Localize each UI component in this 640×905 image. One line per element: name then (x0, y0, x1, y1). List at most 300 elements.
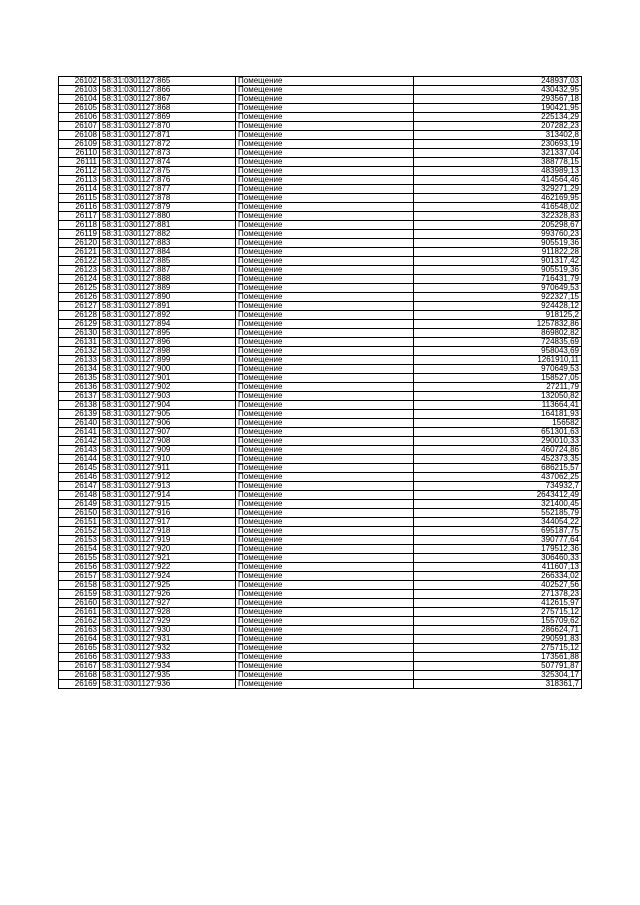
cadastral-value-cell: 190421,95 (414, 104, 582, 113)
row-number-cell: 26152 (59, 527, 100, 536)
table-row (59, 491, 582, 500)
table-row (59, 329, 582, 338)
cadastral-value-cell: 156582 (414, 419, 582, 428)
table-row (59, 599, 582, 608)
cadastral-value-cell: 651301,63 (414, 428, 582, 437)
cadastral-value-cell: 724835,69 (414, 338, 582, 347)
table-row (59, 275, 582, 284)
object-type-cell: Помещение (236, 149, 414, 158)
table-body (59, 77, 582, 689)
object-type-cell: Помещение (236, 464, 414, 473)
cadastral-value-cell: 1257832,86 (414, 320, 582, 329)
table-row (59, 185, 582, 194)
cadastral-value-cell: 290591,83 (414, 635, 582, 644)
cadastral-value-cell: 344054,22 (414, 518, 582, 527)
table-row (59, 554, 582, 563)
row-number-cell: 26154 (59, 545, 100, 554)
object-type-cell: Помещение (236, 626, 414, 635)
row-number-cell: 26122 (59, 257, 100, 266)
cadastral-number-cell: 58:31:0301127:914 (100, 491, 236, 500)
table-row (59, 176, 582, 185)
cadastral-number-cell: 58:31:0301127:906 (100, 419, 236, 428)
object-type-cell: Помещение (236, 257, 414, 266)
object-type-cell: Помещение (236, 572, 414, 581)
table-row (59, 347, 582, 356)
object-type-cell: Помещение (236, 212, 414, 221)
row-number-cell: 26116 (59, 203, 100, 212)
table-row (59, 572, 582, 581)
table-row (59, 104, 582, 113)
cadastral-number-cell: 58:31:0301127:909 (100, 446, 236, 455)
object-type-cell: Помещение (236, 122, 414, 131)
table-row (59, 680, 582, 689)
object-type-cell: Помещение (236, 302, 414, 311)
table-row (59, 455, 582, 464)
cadastral-number-cell: 58:31:0301127:884 (100, 248, 236, 257)
cadastral-number-cell: 58:31:0301127:880 (100, 212, 236, 221)
row-number-cell: 26157 (59, 572, 100, 581)
object-type-cell: Помещение (236, 482, 414, 491)
object-type-cell: Помещение (236, 104, 414, 113)
object-type-cell: Помещение (236, 473, 414, 482)
object-type-cell: Помещение (236, 554, 414, 563)
cadastral-value-cell: 460724,86 (414, 446, 582, 455)
row-number-cell: 26132 (59, 347, 100, 356)
cadastral-value-cell: 416548,02 (414, 203, 582, 212)
object-type-cell: Помещение (236, 491, 414, 500)
table-row (59, 635, 582, 644)
cadastral-number-cell: 58:31:0301127:929 (100, 617, 236, 626)
cadastral-value-cell: 970649,53 (414, 365, 582, 374)
table-row (59, 509, 582, 518)
cadastral-value-cell: 552185,79 (414, 509, 582, 518)
table-row (59, 545, 582, 554)
cadastral-number-cell: 58:31:0301127:869 (100, 113, 236, 122)
row-number-cell: 26121 (59, 248, 100, 257)
cadastral-value-cell: 901317,42 (414, 257, 582, 266)
cadastral-value-cell: 695187,75 (414, 527, 582, 536)
object-type-cell: Помещение (236, 275, 414, 284)
object-type-cell: Помещение (236, 113, 414, 122)
object-type-cell: Помещение (236, 662, 414, 671)
table-row (59, 167, 582, 176)
table-row (59, 419, 582, 428)
row-number-cell: 26140 (59, 419, 100, 428)
object-type-cell: Помещение (236, 95, 414, 104)
table-row (59, 671, 582, 680)
cadastral-value-cell: 113664,41 (414, 401, 582, 410)
cadastral-number-cell: 58:31:0301127:911 (100, 464, 236, 473)
table-row (59, 446, 582, 455)
row-number-cell: 26135 (59, 374, 100, 383)
object-type-cell: Помещение (236, 581, 414, 590)
table-row (59, 158, 582, 167)
cadastral-number-cell: 58:31:0301127:915 (100, 500, 236, 509)
cadastral-number-cell: 58:31:0301127:873 (100, 149, 236, 158)
row-number-cell: 26106 (59, 113, 100, 122)
row-number-cell: 26115 (59, 194, 100, 203)
cadastral-number-cell: 58:31:0301127:928 (100, 608, 236, 617)
cadastral-number-cell: 58:31:0301127:907 (100, 428, 236, 437)
cadastral-value-cell: 869802,82 (414, 329, 582, 338)
cadastral-value-cell: 686215,57 (414, 464, 582, 473)
cadastral-value-cell: 958043,69 (414, 347, 582, 356)
cadastral-value-cell: 970649,53 (414, 284, 582, 293)
cadastral-value-cell: 266334,02 (414, 572, 582, 581)
table-row (59, 194, 582, 203)
table-row (59, 365, 582, 374)
cadastral-number-cell: 58:31:0301127:920 (100, 545, 236, 554)
cadastral-value-cell: 462169,95 (414, 194, 582, 203)
table-row (59, 500, 582, 509)
cadastral-value-cell: 321400,45 (414, 500, 582, 509)
cadastral-value-cell: 286624,71 (414, 626, 582, 635)
row-number-cell: 26131 (59, 338, 100, 347)
cadastral-number-cell: 58:31:0301127:870 (100, 122, 236, 131)
cadastral-number-cell: 58:31:0301127:921 (100, 554, 236, 563)
table-row (59, 77, 582, 86)
row-number-cell: 26141 (59, 428, 100, 437)
cadastral-value-cell: 306460,33 (414, 554, 582, 563)
cadastral-number-cell: 58:31:0301127:889 (100, 284, 236, 293)
row-number-cell: 26113 (59, 176, 100, 185)
cadastral-value-cell: 271378,23 (414, 590, 582, 599)
object-type-cell: Помещение (236, 599, 414, 608)
object-type-cell: Помещение (236, 221, 414, 230)
object-type-cell: Помещение (236, 671, 414, 680)
cadastral-number-cell: 58:31:0301127:887 (100, 266, 236, 275)
row-number-cell: 26128 (59, 311, 100, 320)
cadastral-value-cell: 329271,29 (414, 185, 582, 194)
table-row (59, 212, 582, 221)
object-type-cell: Помещение (236, 446, 414, 455)
object-type-cell: Помещение (236, 680, 414, 689)
table-row (59, 437, 582, 446)
object-type-cell: Помещение (236, 176, 414, 185)
cadastral-value-cell: 179512,36 (414, 545, 582, 554)
row-number-cell: 26145 (59, 464, 100, 473)
cadastral-value-cell: 205298,67 (414, 221, 582, 230)
table-row (59, 518, 582, 527)
cadastral-value-cell: 922327,15 (414, 293, 582, 302)
cadastral-number-cell: 58:31:0301127:922 (100, 563, 236, 572)
row-number-cell: 26150 (59, 509, 100, 518)
table-row (59, 284, 582, 293)
row-number-cell: 26109 (59, 140, 100, 149)
table-row (59, 338, 582, 347)
cadastral-number-cell: 58:31:0301127:892 (100, 311, 236, 320)
table-row (59, 248, 582, 257)
cadastral-value-cell: 132050,82 (414, 392, 582, 401)
table-row (59, 608, 582, 617)
row-number-cell: 26153 (59, 536, 100, 545)
cadastral-value-cell: 321337,04 (414, 149, 582, 158)
object-type-cell: Помещение (236, 545, 414, 554)
row-number-cell: 26130 (59, 329, 100, 338)
cadastral-value-cell: 911822,28 (414, 248, 582, 257)
cadastral-number-cell: 58:31:0301127:934 (100, 662, 236, 671)
object-type-cell: Помещение (236, 338, 414, 347)
row-number-cell: 26119 (59, 230, 100, 239)
table-row (59, 644, 582, 653)
cadastral-number-cell: 58:31:0301127:891 (100, 302, 236, 311)
cadastral-value-cell: 993760,23 (414, 230, 582, 239)
cadastral-value-cell: 322328,83 (414, 212, 582, 221)
row-number-cell: 26144 (59, 455, 100, 464)
row-number-cell: 26161 (59, 608, 100, 617)
row-number-cell: 26168 (59, 671, 100, 680)
object-type-cell: Помещение (236, 617, 414, 626)
table-row (59, 482, 582, 491)
object-type-cell: Помещение (236, 239, 414, 248)
object-type-cell: Помещение (236, 437, 414, 446)
cadastral-number-cell: 58:31:0301127:919 (100, 536, 236, 545)
object-type-cell: Помещение (236, 374, 414, 383)
cadastral-number-cell: 58:31:0301127:898 (100, 347, 236, 356)
table-row (59, 527, 582, 536)
cadastral-value-cell: 483989,13 (414, 167, 582, 176)
object-type-cell: Помещение (236, 230, 414, 239)
row-number-cell: 26117 (59, 212, 100, 221)
cadastral-value-cell: 452373,35 (414, 455, 582, 464)
cadastral-number-cell: 58:31:0301127:900 (100, 365, 236, 374)
object-type-cell: Помещение (236, 635, 414, 644)
cadastral-number-cell: 58:31:0301127:867 (100, 95, 236, 104)
row-number-cell: 26158 (59, 581, 100, 590)
cadastral-number-cell: 58:31:0301127:878 (100, 194, 236, 203)
object-type-cell: Помещение (236, 77, 414, 86)
row-number-cell: 26134 (59, 365, 100, 374)
cadastral-number-cell: 58:31:0301127:866 (100, 86, 236, 95)
row-number-cell: 26163 (59, 626, 100, 635)
cadastral-number-cell: 58:31:0301127:927 (100, 599, 236, 608)
object-type-cell: Помещение (236, 329, 414, 338)
object-type-cell: Помещение (236, 653, 414, 662)
cadastral-value-cell: 2643412,49 (414, 491, 582, 500)
cadastral-number-cell: 58:31:0301127:871 (100, 131, 236, 140)
cadastral-number-cell: 58:31:0301127:910 (100, 455, 236, 464)
cadastral-number-cell: 58:31:0301127:917 (100, 518, 236, 527)
cadastral-value-cell: 388778,15 (414, 158, 582, 167)
cadastral-value-cell: 905519,36 (414, 239, 582, 248)
cadastral-value-cell: 164181,93 (414, 410, 582, 419)
object-type-cell: Помещение (236, 365, 414, 374)
row-number-cell: 26126 (59, 293, 100, 302)
table-row (59, 266, 582, 275)
cadastral-number-cell: 58:31:0301127:899 (100, 356, 236, 365)
cadastral-number-cell: 58:31:0301127:883 (100, 239, 236, 248)
table-row (59, 149, 582, 158)
object-type-cell: Помещение (236, 536, 414, 545)
object-type-cell: Помещение (236, 383, 414, 392)
object-type-cell: Помещение (236, 140, 414, 149)
cadastral-number-cell: 58:31:0301127:930 (100, 626, 236, 635)
cadastral-number-cell: 58:31:0301127:885 (100, 257, 236, 266)
object-type-cell: Помещение (236, 86, 414, 95)
object-type-cell: Помещение (236, 266, 414, 275)
object-type-cell: Помещение (236, 401, 414, 410)
table-row (59, 86, 582, 95)
row-number-cell: 26164 (59, 635, 100, 644)
cadastral-value-cell: 275715,12 (414, 644, 582, 653)
cadastral-number-cell: 58:31:0301127:913 (100, 482, 236, 491)
cadastral-value-cell: 412615,97 (414, 599, 582, 608)
cadastral-number-cell: 58:31:0301127:890 (100, 293, 236, 302)
table-row (59, 95, 582, 104)
row-number-cell: 26107 (59, 122, 100, 131)
cadastral-number-cell: 58:31:0301127:908 (100, 437, 236, 446)
table-row (59, 428, 582, 437)
cadastral-value-cell: 225134,29 (414, 113, 582, 122)
cadastral-value-cell: 437062,25 (414, 473, 582, 482)
table-row (59, 410, 582, 419)
object-type-cell: Помещение (236, 131, 414, 140)
table-row (59, 383, 582, 392)
cadastral-value-cell: 325304,17 (414, 671, 582, 680)
row-number-cell: 26133 (59, 356, 100, 365)
table-row (59, 131, 582, 140)
row-number-cell: 26169 (59, 680, 100, 689)
object-type-cell: Помещение (236, 509, 414, 518)
row-number-cell: 26143 (59, 446, 100, 455)
row-number-cell: 26104 (59, 95, 100, 104)
row-number-cell: 26147 (59, 482, 100, 491)
row-number-cell: 26167 (59, 662, 100, 671)
cadastral-value-cell: 230693,19 (414, 140, 582, 149)
cadastral-number-cell: 58:31:0301127:918 (100, 527, 236, 536)
cadastral-number-cell: 58:31:0301127:877 (100, 185, 236, 194)
cadastral-number-cell: 58:31:0301127:902 (100, 383, 236, 392)
table-row (59, 140, 582, 149)
cadastral-number-cell: 58:31:0301127:936 (100, 680, 236, 689)
row-number-cell: 26142 (59, 437, 100, 446)
cadastral-value-cell: 313402,8 (414, 131, 582, 140)
row-number-cell: 26151 (59, 518, 100, 527)
cadastral-number-cell: 58:31:0301127:875 (100, 167, 236, 176)
row-number-cell: 26118 (59, 221, 100, 230)
row-number-cell: 26112 (59, 167, 100, 176)
cadastral-value-cell: 27211,79 (414, 383, 582, 392)
cadastral-value-cell: 402527,56 (414, 581, 582, 590)
cadastral-value-cell: 924428,12 (414, 302, 582, 311)
cadastral-number-cell: 58:31:0301127:894 (100, 320, 236, 329)
table-row (59, 302, 582, 311)
object-type-cell: Помещение (236, 320, 414, 329)
table-row (59, 662, 582, 671)
row-number-cell: 26105 (59, 104, 100, 113)
row-number-cell: 26165 (59, 644, 100, 653)
object-type-cell: Помещение (236, 563, 414, 572)
row-number-cell: 26156 (59, 563, 100, 572)
cadastral-number-cell: 58:31:0301127:904 (100, 401, 236, 410)
row-number-cell: 26160 (59, 599, 100, 608)
cadastral-number-cell: 58:31:0301127:879 (100, 203, 236, 212)
row-number-cell: 26111 (59, 158, 100, 167)
cadastral-number-cell: 58:31:0301127:933 (100, 653, 236, 662)
object-type-cell: Помещение (236, 527, 414, 536)
cadastral-value-cell: 430432,95 (414, 86, 582, 95)
cadastral-number-cell: 58:31:0301127:925 (100, 581, 236, 590)
cadastral-number-cell: 58:31:0301127:876 (100, 176, 236, 185)
cadastral-value-cell: 318361,7 (414, 680, 582, 689)
cadastral-number-cell: 58:31:0301127:912 (100, 473, 236, 482)
table-row (59, 320, 582, 329)
object-type-cell: Помещение (236, 455, 414, 464)
cadastral-value-table (58, 76, 582, 689)
row-number-cell: 26125 (59, 284, 100, 293)
row-number-cell: 26155 (59, 554, 100, 563)
cadastral-value-cell: 275715,12 (414, 608, 582, 617)
object-type-cell: Помещение (236, 518, 414, 527)
cadastral-value-cell: 207282,23 (414, 122, 582, 131)
cadastral-value-cell: 158527,05 (414, 374, 582, 383)
object-type-cell: Помещение (236, 311, 414, 320)
table-row (59, 113, 582, 122)
cadastral-value-cell: 918125,2 (414, 311, 582, 320)
object-type-cell: Помещение (236, 392, 414, 401)
table-row (59, 257, 582, 266)
object-type-cell: Помещение (236, 500, 414, 509)
table-row (59, 590, 582, 599)
row-number-cell: 26129 (59, 320, 100, 329)
cadastral-value-cell: 905519,36 (414, 266, 582, 275)
row-number-cell: 26124 (59, 275, 100, 284)
table-row (59, 356, 582, 365)
cadastral-number-cell: 58:31:0301127:872 (100, 140, 236, 149)
cadastral-number-cell: 58:31:0301127:865 (100, 77, 236, 86)
object-type-cell: Помещение (236, 167, 414, 176)
table-row (59, 374, 582, 383)
cadastral-value-cell: 411607,13 (414, 563, 582, 572)
cadastral-number-cell: 58:31:0301127:874 (100, 158, 236, 167)
object-type-cell: Помещение (236, 347, 414, 356)
cadastral-number-cell: 58:31:0301127:931 (100, 635, 236, 644)
row-number-cell: 26139 (59, 410, 100, 419)
table-row (59, 311, 582, 320)
object-type-cell: Помещение (236, 590, 414, 599)
row-number-cell: 26108 (59, 131, 100, 140)
row-number-cell: 26123 (59, 266, 100, 275)
table-row (59, 392, 582, 401)
object-type-cell: Помещение (236, 410, 414, 419)
row-number-cell: 26138 (59, 401, 100, 410)
row-number-cell: 26148 (59, 491, 100, 500)
cadastral-number-cell: 58:31:0301127:932 (100, 644, 236, 653)
object-type-cell: Помещение (236, 185, 414, 194)
table-row (59, 401, 582, 410)
cadastral-number-cell: 58:31:0301127:901 (100, 374, 236, 383)
row-number-cell: 26120 (59, 239, 100, 248)
row-number-cell: 26166 (59, 653, 100, 662)
table-row (59, 626, 582, 635)
cadastral-number-cell: 58:31:0301127:882 (100, 230, 236, 239)
object-type-cell: Помещение (236, 248, 414, 257)
cadastral-number-cell: 58:31:0301127:895 (100, 329, 236, 338)
cadastral-value-cell: 414564,46 (414, 176, 582, 185)
object-type-cell: Помещение (236, 428, 414, 437)
object-type-cell: Помещение (236, 158, 414, 167)
row-number-cell: 26137 (59, 392, 100, 401)
row-number-cell: 26110 (59, 149, 100, 158)
table-row (59, 581, 582, 590)
object-type-cell: Помещение (236, 203, 414, 212)
cadastral-number-cell: 58:31:0301127:896 (100, 338, 236, 347)
cadastral-value-cell: 290010,33 (414, 437, 582, 446)
cadastral-value-cell: 716431,79 (414, 275, 582, 284)
table-row (59, 239, 582, 248)
row-number-cell: 26146 (59, 473, 100, 482)
object-type-cell: Помещение (236, 194, 414, 203)
